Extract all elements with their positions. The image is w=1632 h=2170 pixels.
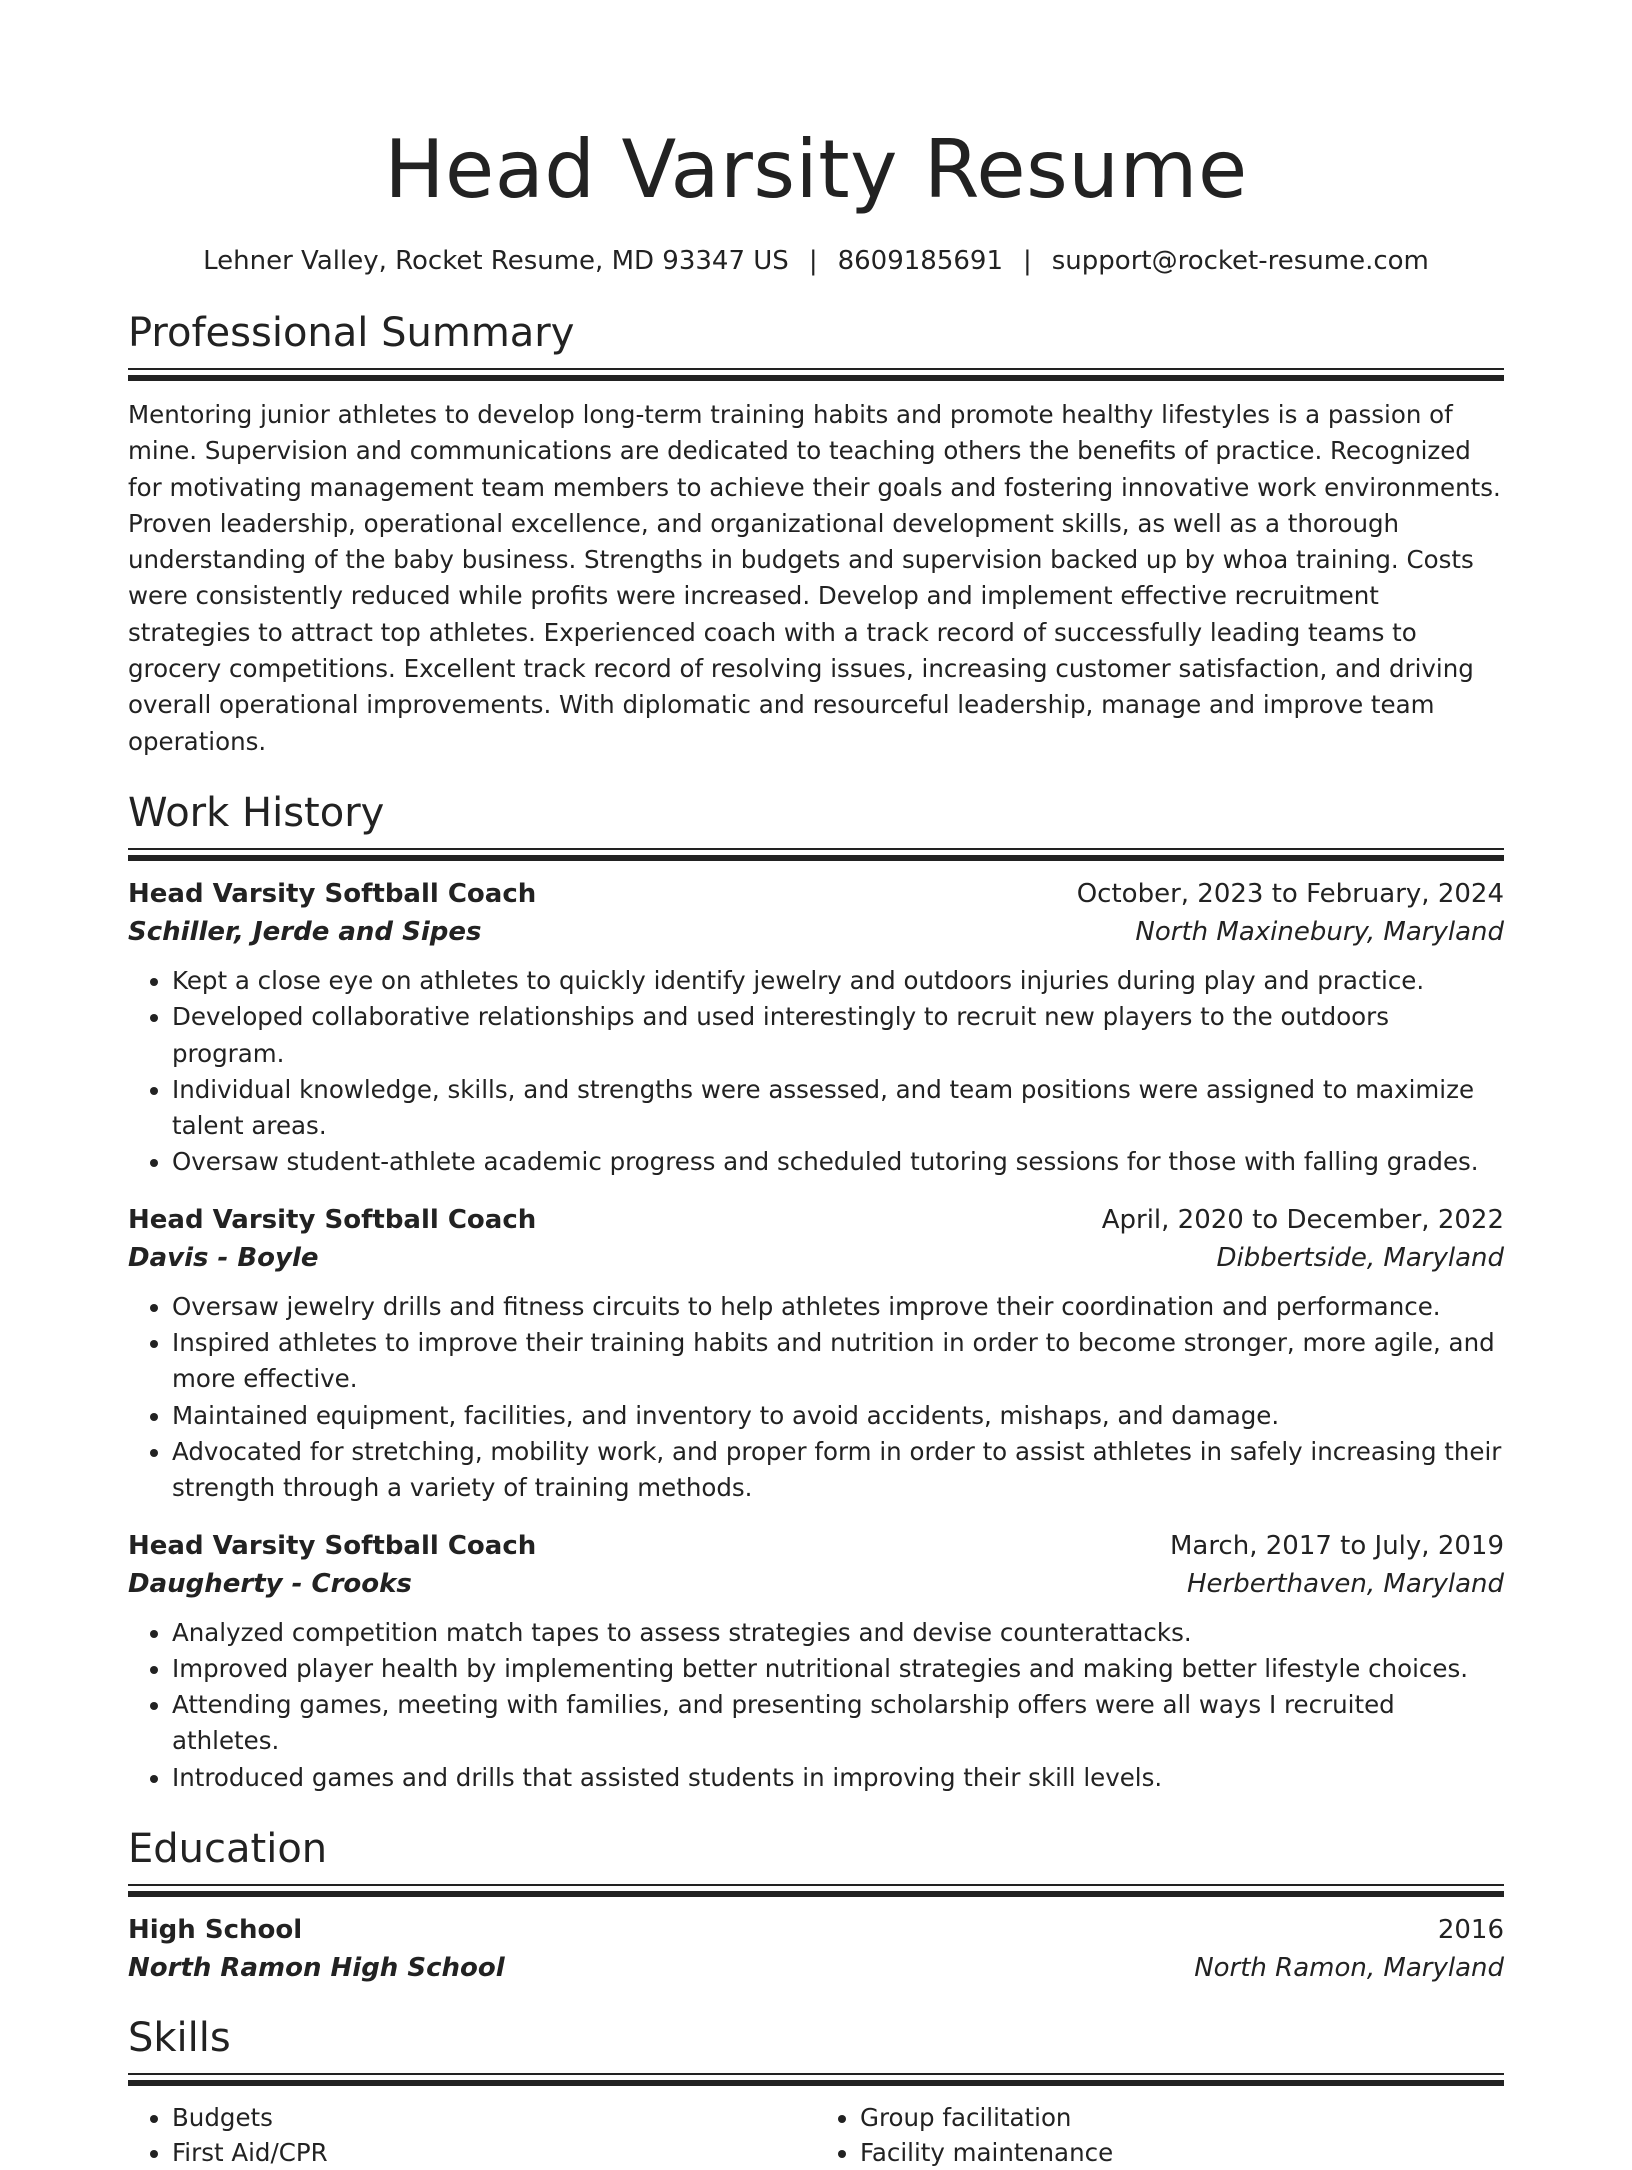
section-heading-work-history: Work History — [128, 789, 385, 836]
job-bullet: • Maintained equipment, facilities, and inventory to avoid accidents, mishaps, and damage. — [172, 1398, 1504, 1434]
job-entry — [128, 1201, 1504, 1507]
job-company: Schiller, Jerde and Sipes — [128, 916, 482, 947]
resume-title: Head Varsity Resume — [384, 123, 1248, 216]
job-location: Herberthaven, Maryland — [1186, 1568, 1504, 1599]
education-school: North Ramon High School — [128, 1953, 505, 1984]
section-heading-skills: Skills — [128, 2015, 231, 2062]
contact-email: support@rocket-resume.com — [1051, 246, 1429, 276]
job-bullets — [128, 963, 1504, 1181]
education-year: 2016 — [1437, 1915, 1504, 1946]
job-bullet: • Developed collaborative relationships and used interestingly to recruit new players to the outdoors program. — [172, 999, 1504, 1072]
education-location: North Ramon, Maryland — [1194, 1953, 1504, 1984]
job-company: Davis - Boyle — [128, 1242, 319, 1273]
section-heading-education: Education — [128, 1826, 328, 1873]
job-location: North Maxinebury, Maryland — [1135, 916, 1504, 947]
job-bullet: • Introduced games and drills that assisted students in improving their skill levels. — [172, 1760, 1504, 1796]
job-bullets — [128, 1615, 1504, 1796]
contact-address: Lehner Valley, Rocket Resume, MD 93347 US — [203, 246, 789, 276]
skill-item: • Group facilitation — [860, 2100, 1504, 2135]
job-dates: April, 2020 to December, 2022 — [1101, 1204, 1504, 1235]
contact-phone: 8609185691 — [837, 246, 1003, 276]
contact-line — [128, 244, 1504, 278]
job-dates: March, 2017 to July, 2019 — [1169, 1530, 1504, 1561]
education-degree: High School — [128, 1915, 303, 1946]
section-divider — [128, 848, 1504, 861]
job-bullet: • Oversaw jewelry drills and fitness circuits to help athletes improve their coordination and performance. — [172, 1289, 1504, 1325]
education-section — [128, 1824, 1504, 1987]
job-bullet: • Kept a close eye on athletes to quickly identify jewelry and outdoors injuries during play and practice. — [172, 963, 1504, 999]
summary-text: Mentoring junior athletes to develop long-term training habits and promote healthy lifestyles is a passion of mine. Supervision and communications are dedicated to teaching others the benefits of practice. Recognized for motivating management team members to achieve their goals and fostering innovative work environments. Proven leadership, operational excellence, and organizational development skills, as well as a thorough understanding of the baby business. Strengths in budgets and supervision backed up by whoa training. Costs were consistently reduced while profits were increased. Develop and implement effective recruitment strategies to attract top athletes. Experienced coach with a track record of successfully leading teams to grocery competitions. Excellent track record of resolving issues, increasing customer satisfaction, and driving overall operational improvements. With diplomatic and resourceful leadership, manage and improve team operations. — [128, 400, 1501, 756]
job-bullet: • Advocated for stretching, mobility work, and proper form in order to assist athletes in safely increasing their strength through a variety of training methods. — [172, 1434, 1504, 1507]
skill-item: • Budgets — [172, 2100, 816, 2135]
job-title: Head Varsity Softball Coach — [128, 1204, 537, 1235]
work-history-section — [128, 788, 1504, 1796]
job-dates: October, 2023 to February, 2024 — [1076, 878, 1504, 909]
skills-list — [128, 2086, 1504, 2170]
job-bullet: • Analyzed competition match tapes to assess strategies and devise counterattacks. — [172, 1615, 1504, 1651]
job-bullets — [128, 1289, 1504, 1507]
job-entry — [128, 875, 1504, 1181]
skill-item: • Facility maintenance — [860, 2135, 1504, 2170]
job-entry — [128, 1527, 1504, 1796]
section-divider — [128, 2073, 1504, 2086]
skills-column-left — [128, 2100, 816, 2170]
job-bullet: • Oversaw student-athlete academic progress and scheduled tutoring sessions for those with falling grades. — [172, 1144, 1504, 1180]
section-divider — [128, 1884, 1504, 1897]
job-location: Dibbertside, Maryland — [1216, 1242, 1504, 1273]
job-title: Head Varsity Softball Coach — [128, 1530, 537, 1561]
skills-section — [128, 2013, 1504, 2170]
education-entry — [128, 1911, 1504, 1987]
job-bullet: • Improved player health by implementing better nutritional strategies and making better lifestyle choices. — [172, 1651, 1504, 1687]
skills-column-right — [816, 2100, 1504, 2170]
job-bullet: • Attending games, meeting with families, and presenting scholarship offers were all ways I recruited athletes. — [172, 1687, 1504, 1760]
summary-section — [128, 308, 1504, 760]
section-heading-summary: Professional Summary — [128, 310, 575, 356]
job-bullet: • Inspired athletes to improve their training habits and nutrition in order to become stronger, more agile, and more effective. — [172, 1325, 1504, 1398]
job-company: Daugherty - Crooks — [128, 1568, 412, 1599]
job-title: Head Varsity Softball Coach — [128, 878, 537, 909]
section-divider — [128, 368, 1504, 381]
job-bullet: • Individual knowledge, skills, and strengths were assessed, and team positions were assigned to maximize talent areas. — [172, 1072, 1504, 1145]
contact-separator: | — [1023, 246, 1032, 276]
contact-separator: | — [808, 246, 818, 276]
skill-item: • First Aid/CPR — [172, 2135, 816, 2170]
